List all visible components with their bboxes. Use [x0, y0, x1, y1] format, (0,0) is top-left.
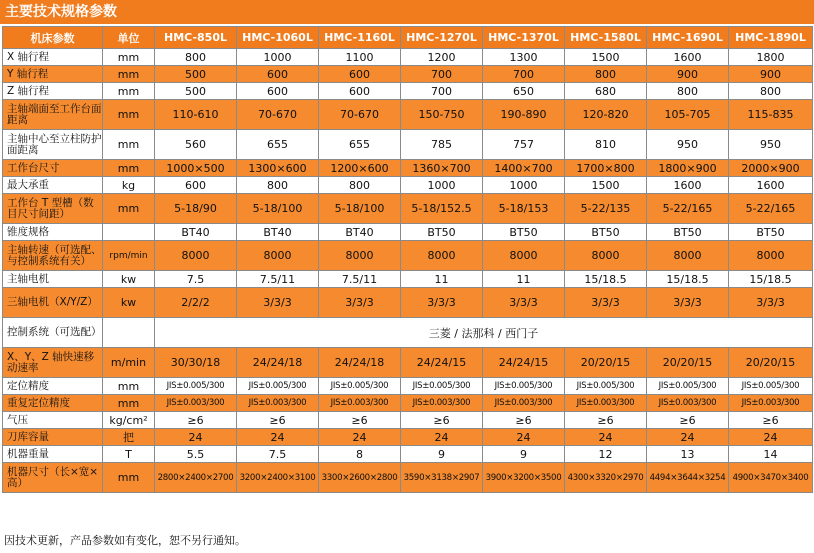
cell-value: 5-18/100	[319, 194, 401, 224]
cell-value: JIS±0.005/300	[565, 378, 647, 395]
cell-value: 3/3/3	[401, 288, 483, 318]
cell-value: 12	[565, 446, 647, 463]
spec-table	[2, 26, 813, 493]
cell-value: 24	[565, 429, 647, 446]
cell-value: 700	[483, 66, 565, 83]
table-row	[3, 271, 813, 288]
row-label: 工作台 T 型槽（数目尺寸间距）	[3, 194, 103, 224]
header-model: HMC-1370L	[483, 27, 565, 49]
cell-value: 5-22/165	[729, 194, 813, 224]
cell-value: 3200×2400×3100	[237, 463, 319, 493]
table-row	[3, 395, 813, 412]
cell-value: ≥6	[155, 412, 237, 429]
table-row	[3, 463, 813, 493]
cell-value: 15/18.5	[565, 271, 647, 288]
row-label: 主轴端面至工作台面距离	[3, 100, 103, 130]
table-header-row	[3, 27, 813, 49]
cell-value: 20/20/15	[565, 348, 647, 378]
row-unit: rpm/min	[103, 241, 155, 271]
cell-value: 600	[237, 83, 319, 100]
cell-value: 24	[401, 429, 483, 446]
cell-value: 24	[483, 429, 565, 446]
row-unit: mm	[103, 130, 155, 160]
row-unit: kw	[103, 288, 155, 318]
row-unit: mm	[103, 395, 155, 412]
row-label: 锥度规格	[3, 224, 103, 241]
cell-value: 24	[647, 429, 729, 446]
cell-value: 24	[237, 429, 319, 446]
table-row	[3, 288, 813, 318]
cell-value: 900	[729, 66, 813, 83]
cell-value: 1000	[237, 49, 319, 66]
row-unit: kg/cm²	[103, 412, 155, 429]
header-model: HMC-1890L	[729, 27, 813, 49]
cell-value: BT40	[237, 224, 319, 241]
cell-value: 14	[729, 446, 813, 463]
cell-value: JIS±0.005/300	[483, 378, 565, 395]
cell-value: 700	[401, 83, 483, 100]
cell-value: 15/18.5	[647, 271, 729, 288]
cell-value: 800	[237, 177, 319, 194]
cell-value: 3590×3138×2907	[401, 463, 483, 493]
cell-value: 950	[729, 130, 813, 160]
cell-value: JIS±0.003/300	[729, 395, 813, 412]
cell-value: JIS±0.005/300	[319, 378, 401, 395]
table-row	[3, 348, 813, 378]
row-unit: mm	[103, 463, 155, 493]
cell-value: 3900×3200×3500	[483, 463, 565, 493]
cell-value: 8000	[729, 241, 813, 271]
header-model: HMC-1060L	[237, 27, 319, 49]
cell-value: 20/20/15	[729, 348, 813, 378]
cell-value: 13	[647, 446, 729, 463]
cell-value: 5.5	[155, 446, 237, 463]
cell-value: BT50	[729, 224, 813, 241]
row-unit: kw	[103, 271, 155, 288]
cell-value: 2/2/2	[155, 288, 237, 318]
cell-value: 800	[319, 177, 401, 194]
row-label: X 轴行程	[3, 49, 103, 66]
row-unit: mm	[103, 49, 155, 66]
cell-value: 3/3/3	[237, 288, 319, 318]
cell-value: 1400×700	[483, 160, 565, 177]
cell-value: 500	[155, 83, 237, 100]
cell-value: JIS±0.003/300	[647, 395, 729, 412]
row-unit: mm	[103, 194, 155, 224]
cell-value: 24	[155, 429, 237, 446]
page-title: 主要技术规格参数	[0, 0, 814, 24]
row-label: 主轴电机	[3, 271, 103, 288]
cell-value: 70-670	[319, 100, 401, 130]
cell-value: 8000	[565, 241, 647, 271]
cell-value: JIS±0.003/300	[237, 395, 319, 412]
cell-value: 1000	[483, 177, 565, 194]
cell-value: 7.5/11	[319, 271, 401, 288]
cell-value: 3/3/3	[647, 288, 729, 318]
row-unit: 把	[103, 429, 155, 446]
table-row	[3, 49, 813, 66]
cell-value: 1600	[647, 49, 729, 66]
cell-value: 1300	[483, 49, 565, 66]
cell-value: 15/18.5	[729, 271, 813, 288]
cell-value: JIS±0.003/300	[483, 395, 565, 412]
cell-value: 30/30/18	[155, 348, 237, 378]
cell-value: JIS±0.003/300	[565, 395, 647, 412]
row-label: 三轴电机（X/Y/Z）	[3, 288, 103, 318]
row-unit: mm	[103, 66, 155, 83]
cell-value: 11	[401, 271, 483, 288]
cell-value: 1000	[401, 177, 483, 194]
cell-value: BT40	[319, 224, 401, 241]
cell-value: 655	[319, 130, 401, 160]
cell-value: 500	[155, 66, 237, 83]
header-param: 机床参数	[3, 27, 103, 49]
cell-value: 3/3/3	[483, 288, 565, 318]
header-model: HMC-1160L	[319, 27, 401, 49]
cell-value: BT40	[155, 224, 237, 241]
cell-value: BT50	[565, 224, 647, 241]
cell-value: 24/24/15	[401, 348, 483, 378]
cell-value: ≥6	[729, 412, 813, 429]
cell-value: ≥6	[647, 412, 729, 429]
row-label: 最大承重	[3, 177, 103, 194]
cell-value: ≥6	[237, 412, 319, 429]
cell-value: 24/24/18	[319, 348, 401, 378]
row-label: 机器重量	[3, 446, 103, 463]
cell-value: JIS±0.005/300	[729, 378, 813, 395]
cell-value: 1700×800	[565, 160, 647, 177]
cell-value: 800	[729, 83, 813, 100]
row-label: 机器尺寸（长×宽×高）	[3, 463, 103, 493]
cell-value: 950	[647, 130, 729, 160]
row-unit: T	[103, 446, 155, 463]
cell-value: 24	[729, 429, 813, 446]
cell-value: 8000	[155, 241, 237, 271]
header-unit: 单位	[103, 27, 155, 49]
cell-value: 810	[565, 130, 647, 160]
row-unit: mm	[103, 100, 155, 130]
cell-value: 8000	[483, 241, 565, 271]
row-label: Z 轴行程	[3, 83, 103, 100]
cell-value: 650	[483, 83, 565, 100]
header-model: HMC-850L	[155, 27, 237, 49]
cell-value: 110-610	[155, 100, 237, 130]
cell-value: 5-22/135	[565, 194, 647, 224]
cell-value: ≥6	[401, 412, 483, 429]
cell-value: 70-670	[237, 100, 319, 130]
cell-value: 115-835	[729, 100, 813, 130]
row-span-value: 三菱 / 法那科 / 西门子	[155, 318, 813, 348]
cell-value: 5-18/100	[237, 194, 319, 224]
cell-value: 600	[155, 177, 237, 194]
row-unit: kg	[103, 177, 155, 194]
row-unit: m/min	[103, 348, 155, 378]
table-row	[3, 100, 813, 130]
cell-value: 4494×3644×3254	[647, 463, 729, 493]
table-row	[3, 83, 813, 100]
cell-value: 900	[647, 66, 729, 83]
cell-value: BT50	[647, 224, 729, 241]
cell-value: 5-18/152.5	[401, 194, 483, 224]
cell-value: 20/20/15	[647, 348, 729, 378]
row-unit	[103, 318, 155, 348]
cell-value: 7.5	[237, 446, 319, 463]
table-row	[3, 429, 813, 446]
table-row	[3, 224, 813, 241]
cell-value: 7.5/11	[237, 271, 319, 288]
row-label: 气压	[3, 412, 103, 429]
cell-value: 560	[155, 130, 237, 160]
row-label: 主轴转速（可选配、与控制系统有关）	[3, 241, 103, 271]
cell-value: 5-22/165	[647, 194, 729, 224]
cell-value: JIS±0.003/300	[319, 395, 401, 412]
cell-value: 5-18/153	[483, 194, 565, 224]
cell-value: 600	[319, 66, 401, 83]
cell-value: ≥6	[319, 412, 401, 429]
row-label: 重复定位精度	[3, 395, 103, 412]
cell-value: 8000	[319, 241, 401, 271]
cell-value: 8000	[237, 241, 319, 271]
row-label: 刀库容量	[3, 429, 103, 446]
cell-value: 5-18/90	[155, 194, 237, 224]
row-label: 控制系统（可选配）	[3, 318, 103, 348]
row-unit: mm	[103, 160, 155, 177]
cell-value: 4900×3470×3400	[729, 463, 813, 493]
table-row	[3, 378, 813, 395]
cell-value: 24	[319, 429, 401, 446]
spec-table-body	[3, 27, 813, 493]
cell-value: 3/3/3	[565, 288, 647, 318]
cell-value: 3/3/3	[729, 288, 813, 318]
cell-value: JIS±0.005/300	[647, 378, 729, 395]
table-row	[3, 130, 813, 160]
cell-value: 1200×600	[319, 160, 401, 177]
cell-value: 600	[319, 83, 401, 100]
cell-value: 600	[237, 66, 319, 83]
cell-value: JIS±0.005/300	[155, 378, 237, 395]
cell-value: 7.5	[155, 271, 237, 288]
cell-value: 2000×900	[729, 160, 813, 177]
cell-value: 8000	[647, 241, 729, 271]
cell-value: 655	[237, 130, 319, 160]
cell-value: 105-705	[647, 100, 729, 130]
table-row	[3, 160, 813, 177]
cell-value: 9	[401, 446, 483, 463]
cell-value: 1100	[319, 49, 401, 66]
cell-value: ≥6	[565, 412, 647, 429]
cell-value: 680	[565, 83, 647, 100]
cell-value: 1800×900	[647, 160, 729, 177]
cell-value: 1500	[565, 49, 647, 66]
cell-value: JIS±0.005/300	[401, 378, 483, 395]
cell-value: 800	[155, 49, 237, 66]
table-row	[3, 177, 813, 194]
cell-value: 800	[647, 83, 729, 100]
table-row	[3, 241, 813, 271]
cell-value: 800	[565, 66, 647, 83]
cell-value: 1600	[647, 177, 729, 194]
cell-value: ≥6	[483, 412, 565, 429]
row-label: 定位精度	[3, 378, 103, 395]
cell-value: 24/24/15	[483, 348, 565, 378]
row-label: 工作台尺寸	[3, 160, 103, 177]
cell-value: 1200	[401, 49, 483, 66]
table-row	[3, 318, 813, 348]
cell-value: 1800	[729, 49, 813, 66]
cell-value: BT50	[483, 224, 565, 241]
header-model: HMC-1580L	[565, 27, 647, 49]
cell-value: 11	[483, 271, 565, 288]
row-label: X、Y、Z 轴快速移动速率	[3, 348, 103, 378]
header-model: HMC-1270L	[401, 27, 483, 49]
cell-value: 1600	[729, 177, 813, 194]
footnote: 因技术更新，产品参数如有变化，恕不另行通知。	[4, 534, 246, 547]
row-unit	[103, 224, 155, 241]
cell-value: 1000×500	[155, 160, 237, 177]
row-label: 主轴中心至立柱防护面距离	[3, 130, 103, 160]
cell-value: 150-750	[401, 100, 483, 130]
cell-value: 757	[483, 130, 565, 160]
cell-value: 24/24/18	[237, 348, 319, 378]
row-unit: mm	[103, 83, 155, 100]
cell-value: 3/3/3	[319, 288, 401, 318]
table-row	[3, 412, 813, 429]
cell-value: 4300×3320×2970	[565, 463, 647, 493]
row-unit: mm	[103, 378, 155, 395]
cell-value: BT50	[401, 224, 483, 241]
cell-value: 3300×2600×2800	[319, 463, 401, 493]
cell-value: 700	[401, 66, 483, 83]
cell-value: 1500	[565, 177, 647, 194]
header-model: HMC-1690L	[647, 27, 729, 49]
table-row	[3, 446, 813, 463]
cell-value: 2800×2400×2700	[155, 463, 237, 493]
cell-value: 8	[319, 446, 401, 463]
cell-value: 9	[483, 446, 565, 463]
cell-value: 1360×700	[401, 160, 483, 177]
table-row	[3, 194, 813, 224]
cell-value: JIS±0.003/300	[401, 395, 483, 412]
cell-value: JIS±0.003/300	[155, 395, 237, 412]
table-row	[3, 66, 813, 83]
cell-value: 1300×600	[237, 160, 319, 177]
cell-value: 190-890	[483, 100, 565, 130]
cell-value: 120-820	[565, 100, 647, 130]
cell-value: 785	[401, 130, 483, 160]
row-label: Y 轴行程	[3, 66, 103, 83]
cell-value: 8000	[401, 241, 483, 271]
cell-value: JIS±0.005/300	[237, 378, 319, 395]
